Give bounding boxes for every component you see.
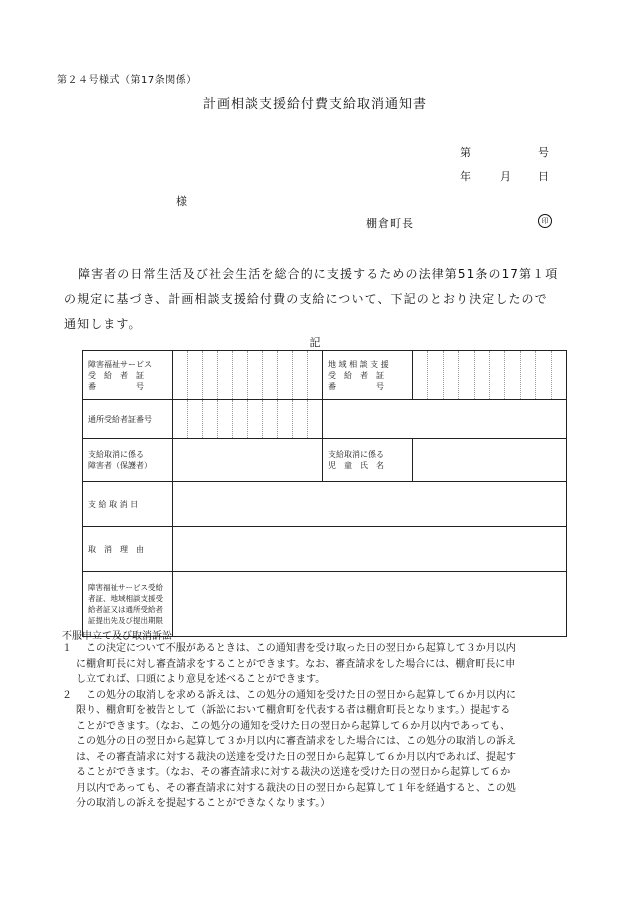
note-line: ることができます。（なお、その審査請求に対する裁決の送達を受けた日の翌日から起算して６か xyxy=(76,767,511,778)
date-month-label: 月 xyxy=(500,170,511,183)
blank-cell xyxy=(323,400,567,439)
community-support-number-field[interactable] xyxy=(413,351,567,400)
digit-boxes xyxy=(173,351,322,399)
date-year-label: 年 xyxy=(460,170,471,183)
number-suffix: 号 xyxy=(538,146,549,159)
table-row-day-service-number xyxy=(83,400,567,439)
body-line-3: 通知します。 xyxy=(64,317,142,331)
note-line: この決定について不服があるときは、この通知書を受け取った日の翌日から起算して３か月以内 xyxy=(86,643,516,654)
label-line: 支給取消に係る xyxy=(88,450,144,459)
label-line: 支給取消に係る xyxy=(328,450,384,459)
body-line-2: の規定に基づき、計画相談支援給付費の支給について、下記のとおり決定したので xyxy=(64,292,548,306)
table-row-recipient-numbers xyxy=(83,351,567,400)
child-name-label xyxy=(323,439,413,482)
note-line: し立てれば、口頭により意見を述べることができます。 xyxy=(76,674,326,685)
form-number: 第２４号様式（第17条関係） xyxy=(57,75,197,86)
label-line: 者証、地域相談支援受 xyxy=(88,594,163,603)
digit-boxes xyxy=(413,351,566,399)
table-row-cancel-date xyxy=(83,482,567,527)
label-line: 受 給 者 証 xyxy=(88,370,144,380)
guardian-name-label xyxy=(83,439,173,482)
submission-deadline-field[interactable] xyxy=(173,572,567,637)
document-title: 計画相談支援給付費支給取消通知書 xyxy=(202,97,427,112)
note-number: １ xyxy=(62,643,72,654)
seal-mark: 印 xyxy=(538,214,552,228)
label-line: 障害者（保護者） xyxy=(88,461,152,470)
note-line: 限り、棚倉町を被告として（訴訟において棚倉町を代表する者は棚倉町長となります。）提起する xyxy=(76,705,511,716)
cancel-reason-field[interactable] xyxy=(173,527,567,572)
label-line: 障害福祉サービス xyxy=(88,359,152,369)
label-line: 番 号 xyxy=(328,381,384,391)
day-service-number-label: 通所受給者証番号 xyxy=(83,400,173,439)
label-line: 給者証又は通所受給者 xyxy=(88,605,163,614)
label-line: 児 童 氏 名 xyxy=(328,461,384,470)
day-service-number-field[interactable] xyxy=(173,400,323,439)
cancel-date-label: 支 給 取 消 日 xyxy=(83,482,173,527)
note-line: 月以内であっても、その審査請求に対する裁決の日の翌日から起算して１年を経過すると、この処 xyxy=(76,782,516,794)
label-line: 証提出先及び提出期限 xyxy=(88,616,163,625)
body-line-1: 障害者の日常生活及び社会生活を総合的に支援するための法律第51条の17第１項 xyxy=(78,267,559,281)
appeal-note-2 xyxy=(62,688,572,812)
label-line: 障害福祉サービス受給 xyxy=(88,583,163,592)
number-label: 第 xyxy=(460,146,471,159)
service-recipient-number-label xyxy=(83,351,173,400)
note-text xyxy=(76,641,516,688)
guardian-name-field[interactable] xyxy=(173,439,323,482)
details-table xyxy=(82,350,567,637)
table-row-cancel-reason xyxy=(83,527,567,572)
cancel-date-field[interactable] xyxy=(173,482,567,527)
table-row-names xyxy=(83,439,567,482)
appeal-notes xyxy=(62,641,572,812)
note-text xyxy=(76,688,516,812)
label-line: 受 給 者 証 xyxy=(328,370,384,380)
notification-body xyxy=(64,262,574,337)
note-line: 分の取消しの訴えを提起することができなくなります。） xyxy=(76,798,331,809)
note-line: この処分の日の翌日から起算して３か月以内に審査請求をした場合には、この処分の取消しの訴え xyxy=(76,736,516,747)
issuer-name: 棚倉町長 xyxy=(366,217,414,230)
label-line: 番 号 xyxy=(88,381,144,391)
note-line: は、その審査請求に対する裁決の送達を受けた日の翌日から起算して６か月以内であれば、提起す xyxy=(76,751,516,763)
note-number: ２ xyxy=(62,689,72,701)
date-day-label: 日 xyxy=(538,170,549,183)
child-name-field[interactable] xyxy=(413,439,567,482)
label-line: 地 域 相 談 支 援 xyxy=(328,359,389,369)
digit-boxes xyxy=(173,400,322,438)
note-line: この処分の取消しを求める訴えは、この処分の通知を受けた日の翌日から起算して６か月以内に xyxy=(86,689,516,701)
note-line: ことができます。（なお、この処分の通知を受けた日の翌日から起算して６か月以内であっても、 xyxy=(76,720,511,732)
appeal-note-1 xyxy=(62,641,572,688)
note-line: に棚倉町長に対し審査請求をすることができます。なお、審査請求をした場合には、棚倉町長に申 xyxy=(76,658,516,670)
addressee-suffix: 様 xyxy=(176,195,187,208)
appeal-heading: 不服申立て及び取消訴訟 xyxy=(62,631,172,642)
ki-heading: 記 xyxy=(309,336,321,349)
community-support-number-label xyxy=(323,351,413,400)
service-recipient-number-field[interactable] xyxy=(173,351,323,400)
cancel-reason-label: 取 消 理 由 xyxy=(83,527,173,572)
